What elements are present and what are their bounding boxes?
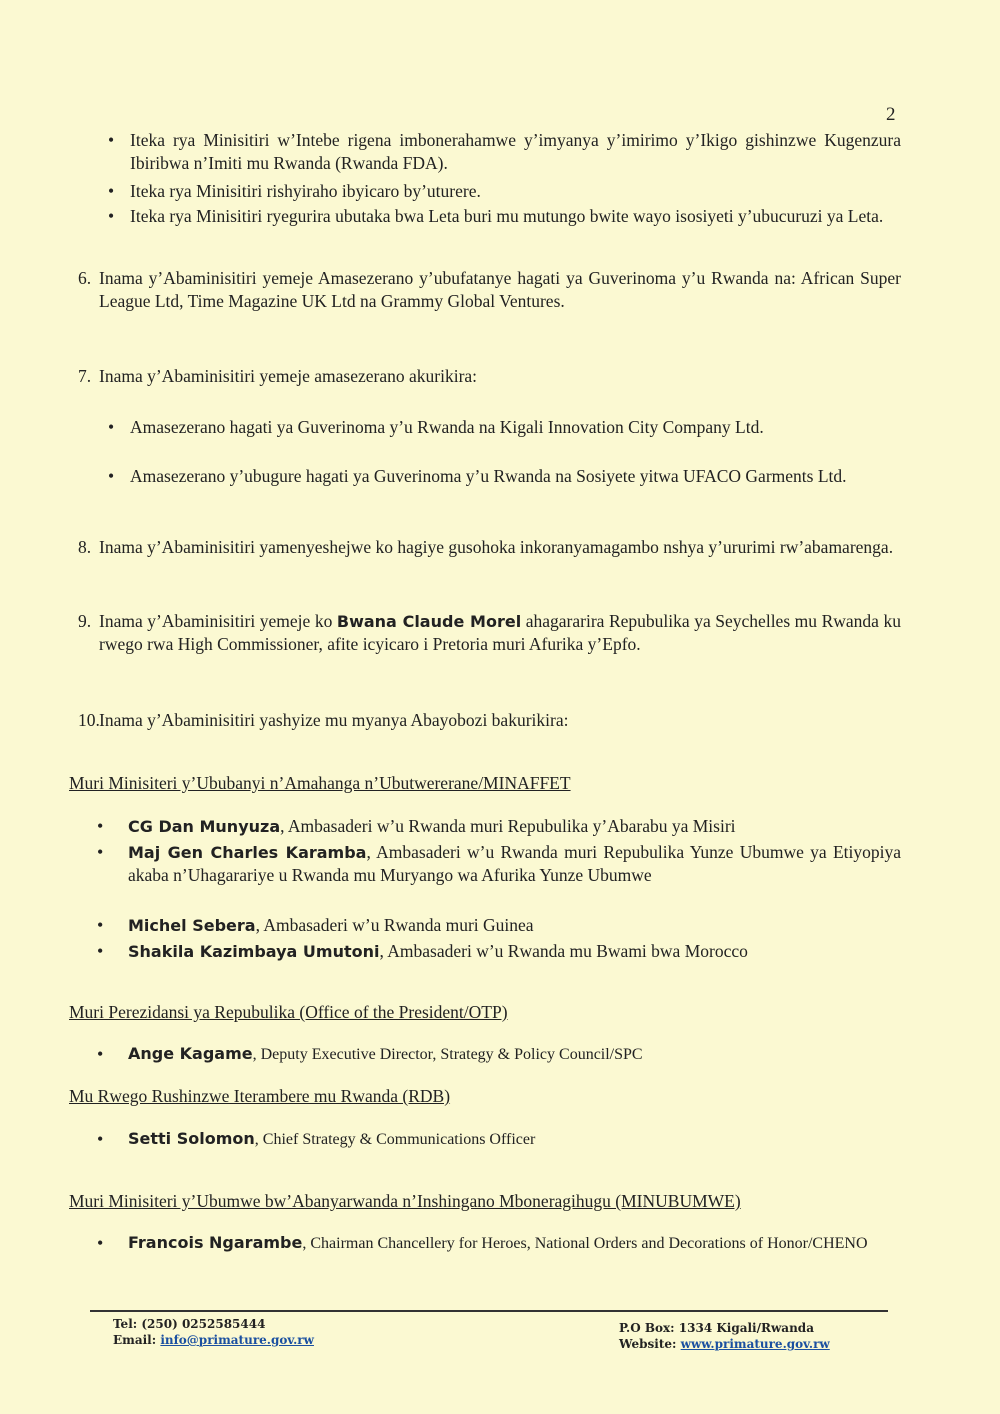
page-number: 2 — [886, 104, 896, 125]
numbered-item — [78, 709, 901, 732]
section-heading: Mu Rwego Rushinzwe Iterambere mu Rwanda (RDB) — [69, 1086, 451, 1106]
list-item — [108, 465, 901, 488]
bullet-icon: • — [97, 1233, 104, 1253]
item-number: 8. — [78, 537, 92, 557]
item-number: 10. — [78, 710, 100, 730]
item-text-after: ahagararira Repubulika ya Seychelles mu Rwanda ku rwego rwa High Commissioner, afite icyicaro i Pretoria muri Afurika y’Epfo. — [99, 611, 901, 654]
appointee-name: Shakila Kazimbaya Umutoni — [128, 942, 380, 961]
website-link[interactable]: www.primature.gov.rw — [680, 1337, 830, 1351]
appointment-item — [97, 1233, 901, 1253]
appointee-role: , Chairman Chancellery for Heroes, National Orders and Decorations of Honor/CHENO — [302, 1235, 868, 1252]
footer-divider — [90, 1310, 888, 1312]
appointment-item — [97, 1129, 901, 1149]
section-heading: Muri Minisiteri y’Ubumwe bw’Abanyarwanda n’Inshingano Mboneragihugu (MINUBUMWE) — [69, 1191, 741, 1211]
bullet-icon: • — [108, 206, 115, 226]
numbered-item — [78, 536, 901, 559]
bullet-icon: • — [108, 130, 115, 150]
item-text: Inama y’Abaminisitiri yemeje amasezerano akurikira: — [99, 366, 478, 386]
appointee-role: , Chief Strategy & Communications Officer — [254, 1131, 536, 1148]
list-item-text: Amasezerano hagati ya Guverinoma y’u Rwanda na Kigali Innovation City Company Ltd. — [130, 417, 764, 437]
list-item-text: Amasezerano y’ubugure hagati ya Guverinoma y’u Rwanda na Sosiyete yitwa UFACO Garments Ltd. — [130, 466, 847, 486]
footer-tel — [113, 1316, 314, 1332]
bullet-icon: • — [97, 1044, 104, 1064]
item-number: 7. — [78, 366, 92, 386]
list-item-text: Iteka rya Minisitiri w’Intebe rigena imbonerahamwe y’imyanya y’imirimo y’Ikigo gishinzwe Kugenzura Ibiribwa n’Imiti mu Rwanda (Rwanda FDA). — [130, 130, 901, 173]
appointee-name: Francois Ngarambe — [128, 1233, 303, 1252]
pobox-value: 1334 Kigali/Rwanda — [678, 1321, 814, 1335]
pobox-label: P.O Box: — [619, 1321, 675, 1335]
appointment-item — [97, 914, 901, 937]
section-heading: Muri Perezidansi ya Repubulika (Office of the President/OTP) — [69, 1002, 508, 1022]
item-text: Inama y’Abaminisitiri yashyize mu myanya Abayobozi bakurikira: — [99, 710, 569, 730]
appointee-role: , Ambasaderi w’u Rwanda muri Guinea — [255, 915, 534, 935]
footer-contact-left — [113, 1316, 314, 1348]
footer-website — [619, 1336, 830, 1352]
bullet-icon: • — [97, 941, 104, 961]
footer-pobox — [619, 1320, 830, 1336]
appointment-item — [97, 940, 901, 963]
appointee-name: Michel Sebera — [128, 916, 256, 935]
tel-label: Tel: — [113, 1317, 138, 1331]
list-item — [108, 129, 901, 175]
appointee-name: CG Dan Munyuza — [128, 817, 281, 836]
bullet-icon: • — [97, 816, 104, 836]
appointment-item — [97, 1044, 901, 1064]
appointee-name: Bwana Claude Morel — [336, 612, 522, 631]
item-number: 6. — [78, 268, 92, 288]
website-label: Website: — [619, 1337, 677, 1351]
section-heading: Muri Minisiteri y’Ububanyi n’Amahanga n’Ubutwererane/MINAFFET — [69, 773, 571, 793]
appointee-role: , Ambasaderi w’u Rwanda muri Repubulika Yunze Ubumwe ya Etiyopiya akaba n’Uhagarariye u Rwanda mu Muryango wa Afurika Yunze Ubumwe — [128, 842, 901, 885]
numbered-item — [78, 267, 901, 313]
list-item-text: Iteka rya Minisitiri rishyiraho ibyicaro by’uturere. — [130, 181, 481, 201]
list-item — [108, 205, 901, 228]
item-text — [99, 610, 901, 656]
footer-contact-right — [619, 1320, 830, 1352]
email-label: Email: — [113, 1333, 157, 1347]
numbered-item — [78, 365, 901, 388]
email-link[interactable]: info@primature.gov.rw — [160, 1333, 314, 1347]
appointment-item — [97, 815, 901, 838]
bullet-icon: • — [108, 417, 115, 437]
appointee-role: , Ambasaderi w’u Rwanda mu Bwami bwa Morocco — [379, 941, 748, 961]
appointee-name: Maj Gen Charles Karamba — [128, 843, 367, 862]
appointee-name: Ange Kagame — [128, 1044, 253, 1063]
bullet-icon: • — [108, 181, 115, 201]
item-number: 9. — [78, 611, 92, 631]
footer-email — [113, 1332, 314, 1348]
list-item — [108, 180, 901, 203]
appointment-item — [97, 841, 901, 887]
list-item — [108, 416, 901, 439]
tel-value: (250) 0252585444 — [141, 1317, 266, 1331]
bullet-icon: • — [108, 466, 115, 486]
bullet-icon: • — [97, 1129, 104, 1149]
item-text: Inama y’Abaminisitiri yemeje Amasezerano y’ubufatanye hagati ya Guverinoma y’u Rwanda na: African Super League Ltd, Time Magazine UK Ltd na Grammy Global Ventures. — [99, 268, 901, 311]
list-item-text: Iteka rya Minisitiri ryegurira ubutaka bwa Leta buri mu mutungo bwite wayo isosiyeti y’ubucuruzi ya Leta. — [130, 206, 884, 226]
appointee-role: , Ambasaderi w’u Rwanda muri Repubulika y’Abarabu ya Misiri — [280, 816, 736, 836]
appointee-name: Setti Solomon — [128, 1129, 255, 1148]
bullet-icon: • — [97, 842, 104, 862]
item-text-before: Inama y’Abaminisitiri yemeje ko — [99, 611, 337, 631]
item-text: Inama y’Abaminisitiri yamenyeshejwe ko hagiye gusohoka inkoranyamagambo nshya y’ururimi rw’abamarenga. — [99, 537, 894, 557]
bullet-icon: • — [97, 915, 104, 935]
appointee-role: , Deputy Executive Director, Strategy & Policy Council/SPC — [252, 1046, 643, 1063]
numbered-item — [78, 610, 901, 656]
